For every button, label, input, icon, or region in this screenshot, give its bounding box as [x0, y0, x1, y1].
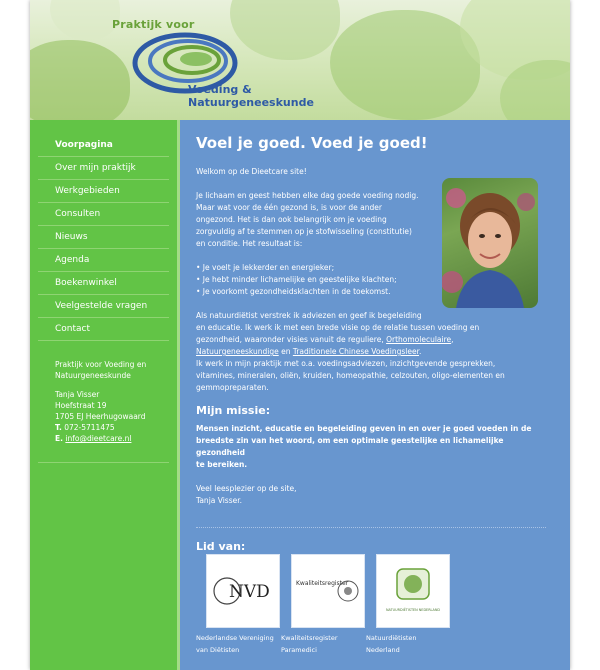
nav-item-nieuws[interactable]: Nieuws — [38, 226, 169, 249]
about-line: Ik werk in mijn praktijk met o.a. voedingsadviezen, inzichtgevende gesprekken, — [196, 359, 496, 368]
sidebar — [30, 120, 180, 670]
portrait-image — [442, 178, 538, 308]
intro-line: Maar wat voor de één gezond is, is voor de ander — [196, 203, 382, 212]
mission-title: Mijn missie: — [196, 404, 271, 417]
badge-caption-line: van Diëtisten — [196, 646, 240, 654]
about-and: en — [278, 347, 293, 356]
badge-caption — [281, 632, 363, 656]
nav-item-over-mijn-praktijk[interactable]: Over mijn praktijk — [38, 157, 169, 180]
intro-line: ongezond. Het is dan ook belangrijk om je voeding — [196, 215, 387, 224]
link-natuurgeneeskundige[interactable]: Natuurgeneeskundige — [196, 347, 279, 356]
benefit-item: • Je hebt minder lichamelijke en geestelijke klachten; — [196, 275, 397, 284]
badge-caption-line: Natuurdiëtisten — [366, 634, 417, 642]
intro-line: zorgvuldig af te stemmen op je stofwisseling (constitutie) — [196, 227, 412, 236]
nvd-logo-icon — [207, 555, 279, 627]
about-line: gezondheid, waaronder visies vanuit de reguliere, — [196, 335, 387, 344]
membership-title: Lid van: — [196, 540, 246, 553]
nav-item-werkgebieden[interactable]: Werkgebieden — [38, 180, 169, 203]
nav-item-agenda[interactable]: Agenda — [38, 249, 169, 272]
mission-line: breedste zin van het woord, om een optimale geestelijke en lichamelijke gezondheid — [196, 436, 504, 457]
nav-item-veelgestelde-vragen[interactable]: Veelgestelde vragen — [38, 295, 169, 318]
site-header — [30, 0, 570, 120]
closing-line: Veel leesplezier op de site, — [196, 484, 297, 493]
link-orthomoleculaire[interactable]: Orthomoleculaire — [386, 335, 452, 344]
contact-block — [38, 359, 169, 463]
mission-line: Mensen inzicht, educatie en begeleiding geven in en over je goed voeden in de — [196, 424, 532, 433]
closing-text — [196, 483, 552, 507]
natuurdietisten-logo-icon — [377, 555, 449, 627]
contact-city: 1705 EJ Heerhugowaard — [55, 412, 146, 421]
badge-natuurdietisten[interactable] — [376, 554, 450, 628]
about-line: vitamines, mineralen, oliën, kruiden, homeopathie, celzouten, oligo-elementen en — [196, 371, 505, 380]
badge-caption-line: Nederland — [366, 646, 400, 654]
mission-text — [196, 423, 552, 471]
contact-email-link[interactable]: info@dieetcare.nl — [65, 434, 132, 443]
intro-line: en conditie. Het resultaat is: — [196, 239, 303, 248]
mission-line: te bereiken. — [196, 460, 248, 469]
main-content — [180, 120, 570, 670]
nvd-logo-text: NVD — [229, 582, 270, 602]
benefit-item: • Je voelt je lekkerder en energieker; — [196, 263, 335, 272]
about-line: Als natuurdiëtist verstrek ik adviezen en geef ik begeleiding — [196, 311, 422, 320]
page-shell — [30, 0, 570, 670]
kwaliteitsregister-logo-icon — [292, 555, 364, 627]
logo-line1: Praktijk voor — [112, 18, 195, 31]
about-line: en educatie. Ik werk ik met een brede visie op de relatie tussen voeding en — [196, 323, 480, 332]
logo-line2: Voeding & Natuurgeneeskunde — [188, 83, 314, 109]
contact-practice-line1: Praktijk voor Voeding en — [55, 360, 147, 369]
main-nav — [30, 134, 177, 341]
contact-phone-label: T. — [55, 423, 62, 432]
contact-name: Tanja Visser — [55, 390, 100, 399]
contact-phone: 072-5711475 — [64, 423, 115, 432]
badge-kwaliteitsregister[interactable] — [291, 554, 365, 628]
badge-caption — [196, 632, 278, 656]
intro-line: Je lichaam en geest hebben elke dag goede voeding nodig. — [196, 191, 419, 200]
signature: Tanja Visser. — [196, 496, 243, 505]
natuurdietisten-logo-text: NATUURDIËTISTEN NEDERLAND — [385, 608, 441, 612]
nav-item-consulten[interactable]: Consulten — [38, 203, 169, 226]
contact-practice-line2: Natuurgeneeskunde — [55, 371, 131, 380]
site-logo[interactable] — [30, 0, 360, 110]
badge-caption-line: Nederlandse Vereniging — [196, 634, 274, 642]
page-title: Voel je goed. Voed je goed! — [196, 134, 428, 152]
contact-street: Hoefstraat 19 — [55, 401, 107, 410]
badge-caption-line: Kwaliteitsregister — [281, 634, 338, 642]
link-chinese-voedingsleer[interactable]: Traditionele Chinese Voedingsleer — [292, 347, 419, 356]
benefit-item: • Je voorkomt gezondheidsklachten in de toekomst. — [196, 287, 391, 296]
badge-caption-line: Paramedici — [281, 646, 317, 654]
nav-item-contact[interactable]: Contact — [38, 318, 169, 341]
about-line: gemmopreparaten. — [196, 383, 269, 392]
about-paragraph: Als natuurdiëtist verstrek ik adviezen en geef ik begeleiding en educatie. Ik werk ik met een brede visie op de relatie tussen voeding en gezondheid, waaronder visies vanuit de reguliere, Orthomoleculaire, Natuurgeneeskundige en Traditionele Chinese Voedingsleer. Ik werk in mijn praktijk met o.a. voedingsadviezen, inzichtgevende gesprekken, vitamines, mineralen, oliën, kruiden, homeopathie, celzouten, oligo-elementen en gemmopreparaten. — [196, 311, 505, 392]
badge-caption — [366, 632, 448, 656]
contact-email-label: E. — [55, 434, 63, 443]
about-period: . — [419, 347, 422, 356]
nav-item-boekenwinkel[interactable]: Boekenwinkel — [38, 272, 169, 295]
welcome-text: Welkom op de Dieetcare site! — [196, 167, 307, 176]
portrait-photo — [442, 178, 538, 308]
nav-item-voorpagina[interactable]: Voorpagina — [38, 134, 169, 157]
badge-nvd[interactable] — [206, 554, 280, 628]
kwaliteitsregister-logo-text: Kwaliteitsregister — [296, 580, 349, 587]
